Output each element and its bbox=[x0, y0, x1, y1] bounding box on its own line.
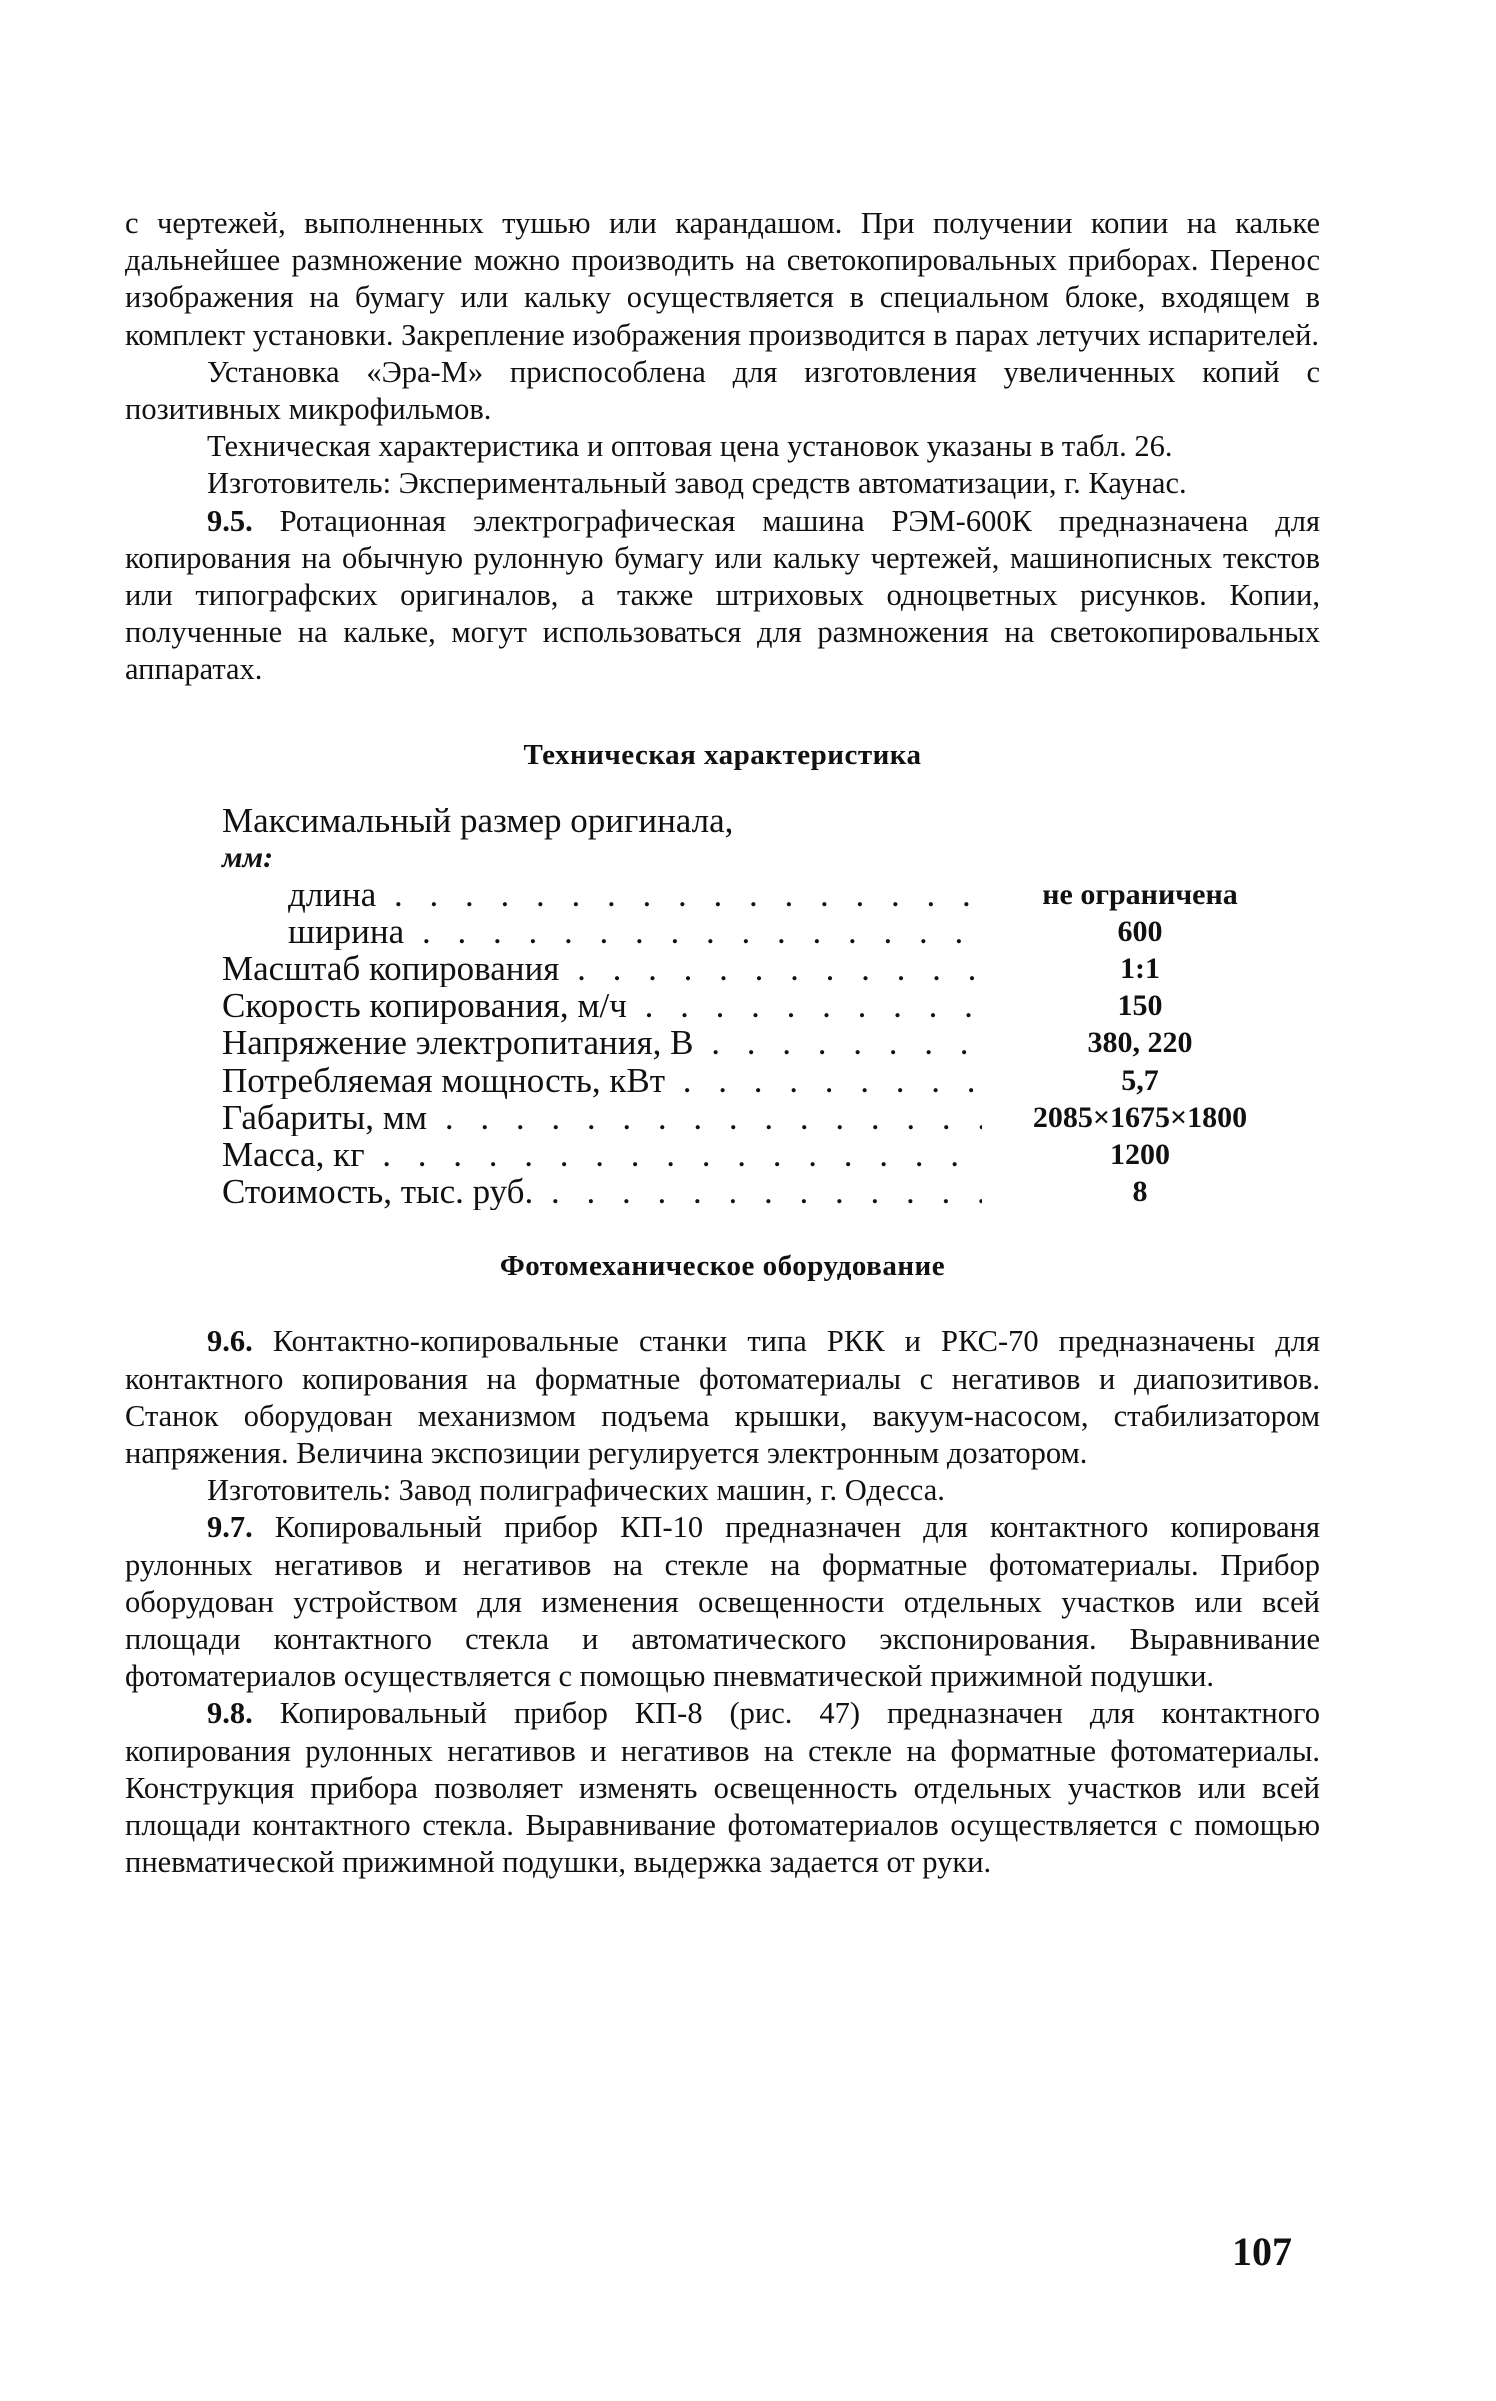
page-body bbox=[125, 205, 1320, 1881]
spec-row bbox=[125, 1062, 1320, 1099]
spec-label: Стоимость, тыс. руб. . . . bbox=[222, 1173, 982, 1210]
spec-value: 5,7 bbox=[1121, 1063, 1159, 1097]
spec-value: 600 bbox=[1117, 914, 1163, 948]
spec-title: Техническая характеристика bbox=[523, 738, 922, 771]
spec-label: ширина . . . bbox=[288, 913, 982, 950]
spec-row bbox=[125, 913, 1320, 950]
spec-value: 2085×1675×1800 bbox=[1032, 1100, 1248, 1134]
paragraphs-bottom bbox=[125, 1323, 1320, 1881]
paragraph: Техническая характеристика и оптовая цена установок указаны в табл. 26. bbox=[207, 429, 1173, 464]
spec-value: не ограничена bbox=[1042, 877, 1238, 911]
item-number: 9.7. bbox=[207, 1510, 253, 1545]
paragraph: Изготовитель: Экспериментальный завод средств автоматизации, г. Каунас. bbox=[207, 466, 1187, 501]
paragraph: с чертежей, выполненных тушью или карандашом. При получении копии на кальке дальнейшее размножение можно производить на светокопировальных приборах. Перенос изображения на бумагу или кальку осуществляется в специальном блоке, входящем в комплект установки. Закрепление изображения производится в парах летучих испарителей. bbox=[125, 206, 1320, 352]
spec-row bbox=[125, 1173, 1320, 1210]
page-number: 107 bbox=[1232, 2229, 1292, 2274]
spec-label: длина . . . bbox=[288, 876, 982, 913]
spec-label: Напряжение электропитания, В . . . bbox=[222, 1024, 982, 1061]
spec-label: Габариты, мм . . . bbox=[222, 1099, 982, 1136]
item-number: 9.6. bbox=[207, 1324, 253, 1359]
spec-value: 8 bbox=[1132, 1175, 1148, 1209]
paragraph-9-8: 9.8. Копировальный прибор КП-8 (рис. 47) предназначен для контактного копирования рулонных негативов и негативов на стекле на форматные фотоматериалы. Конструкция прибора позволяет изменять освещенность отдельных участков или всей площади контактного стекла. Выравнивание фотоматериалов осуществляется с помощью пневматической прижимной подушки, выдержка задается от руки. bbox=[125, 1696, 1320, 1880]
spec-value: 150 bbox=[1117, 989, 1163, 1023]
paragraph-9-6: 9.6. Контактно-копировальные станки типа РКК и РКС-70 предназначены для контактного копирования на форматные фотоматериалы с негативов и диапозитивов. Станок оборудован механизмом подъема крышки, вакуум-насосом, стабилизатором напряжения. Величина экспозиции регулируется электронным дозатором. bbox=[125, 1324, 1321, 1470]
item-number: 9.5. bbox=[207, 503, 253, 538]
item-number: 9.8. bbox=[207, 1696, 253, 1731]
spec-head-unit: мм: bbox=[222, 840, 274, 874]
paragraph-9-7: 9.7. Копировальный прибор КП-10 предназначен для контактного копированя рулонных негативов и негативов на стекле на форматные фотоматериалы. Прибор оборудован устройством для изменения освещенности отдельных участков или всей площади контактного стекла и автоматического экспонирования. Выравнивание фотоматериалов осуществляется с помощью пневматической прижимной подушки. bbox=[125, 1510, 1320, 1694]
spec-label: Скорость копирования, м/ч . . . bbox=[222, 987, 982, 1024]
paragraph-9-5: 9.5. Ротационная электрографическая машина РЭМ-600К предназначена для копирования на обычную рулонную бумагу или кальку чертежей, машинописных текстов или типографских оригиналов, а также штриховых одноцветных рисунков. Копии, полученные на кальке, могут использоваться для размножения на светокопировальных аппаратах. bbox=[125, 503, 1321, 687]
spec-head-label: Максимальный размер оригинала, bbox=[222, 800, 734, 840]
spec-table bbox=[125, 802, 1320, 1211]
spec-row bbox=[125, 1099, 1320, 1136]
spec-row bbox=[125, 950, 1320, 987]
spec-label: Потребляемая мощность, кВт . . . bbox=[222, 1062, 982, 1099]
spec-label: Масса, кг . . . bbox=[222, 1136, 982, 1173]
spec-label: Масштаб копирования . . . bbox=[222, 950, 982, 987]
paragraphs-top bbox=[125, 205, 1320, 689]
spec-row bbox=[125, 987, 1320, 1024]
paragraph: Установка «Эра-М» приспособлена для изготовления увеличенных копий с позитивных микрофильмов. bbox=[125, 354, 1320, 427]
spec-row bbox=[125, 1024, 1320, 1061]
spec-value: 380, 220 bbox=[1087, 1026, 1193, 1060]
paragraph: Изготовитель: Завод полиграфических машин, г. Одесса. bbox=[207, 1473, 945, 1508]
spec-row bbox=[125, 876, 1320, 913]
section-title: Фотомеханическое оборудование bbox=[499, 1250, 946, 1283]
spec-value: 1200 bbox=[1110, 1137, 1170, 1171]
spec-row bbox=[125, 1136, 1320, 1173]
spec-value: 1:1 bbox=[1120, 952, 1160, 986]
